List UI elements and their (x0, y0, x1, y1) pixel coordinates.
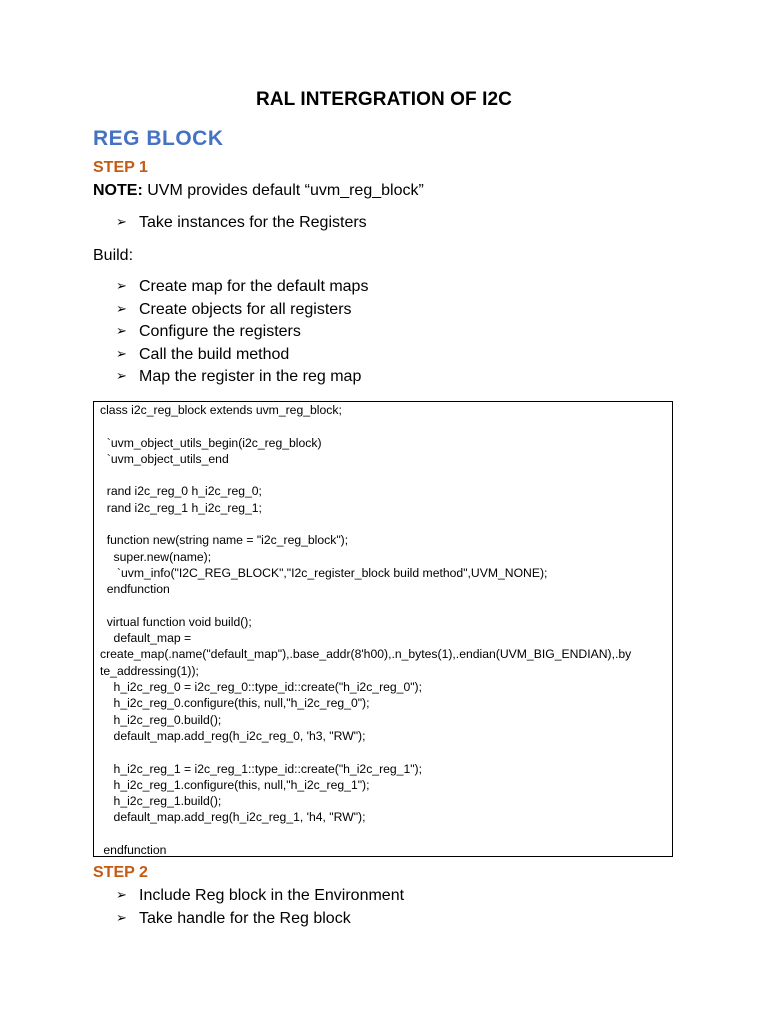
list-item (116, 321, 368, 344)
code-line: create_map(.name("default_map"),.base_addr(8'h00),.n_bytes(1),.endian(UVM_BIG_ENDIAN),.by (100, 647, 632, 662)
list-item (116, 366, 368, 389)
list-item-text: Configure the registers (139, 323, 301, 341)
code-line: h_i2c_reg_1.build(); (100, 794, 222, 809)
code-line: h_i2c_reg_1 = i2c_reg_1::type_id::create("h_i2c_reg_1"); (100, 761, 423, 776)
code-line: h_i2c_reg_0.configure(this, null,"h_i2c_reg_0"); (100, 696, 370, 711)
arrow-bullet-icon: ➢ (116, 910, 127, 926)
code-line (100, 598, 666, 614)
build-label: Build: (93, 247, 134, 264)
code-line: `uvm_info("I2C_REG_BLOCK","I2c_register_block build method",UVM_NONE); (100, 565, 548, 580)
list-item-text: Create map for the default maps (139, 278, 369, 295)
code-line (100, 516, 666, 532)
arrow-bullet-icon: ➢ (116, 888, 127, 903)
list-item (116, 885, 404, 908)
arrow-bullet-icon: ➢ (116, 346, 127, 362)
list-item-text: Take instances for the Registers (139, 214, 367, 231)
arrow-bullet-icon: ➢ (116, 324, 127, 340)
code-line: class i2c_reg_block extends uvm_reg_block; (100, 403, 342, 417)
code-line (100, 826, 666, 842)
bullet-list-build (116, 276, 368, 389)
note-paragraph (93, 182, 424, 200)
list-item-text: Create objects for all registers (139, 300, 352, 318)
list-item-text: Include Reg block in the Environment (139, 887, 405, 904)
arrow-bullet-icon: ➢ (116, 215, 127, 230)
step-2-label: STEP 2 (93, 864, 148, 881)
arrow-bullet-icon: ➢ (116, 369, 127, 385)
code-line: `uvm_object_utils_end (100, 451, 229, 466)
list-item-text: Take handle for the Reg block (139, 909, 351, 927)
list-item (116, 276, 368, 299)
bullet-list-instances (116, 212, 367, 235)
code-line: h_i2c_reg_0 = i2c_reg_0::type_id::create("h_i2c_reg_0"); (100, 680, 423, 695)
code-line: endfunction (100, 843, 167, 857)
section-heading-reg-block: REG BLOCK (93, 127, 224, 150)
list-item (116, 299, 368, 322)
code-line: te_addressing(1)); (100, 663, 199, 678)
note-text: UVM provides default “uvm_reg_block” (142, 182, 424, 199)
code-line: default_map.add_reg(h_i2c_reg_0, 'h3, "RW"); (100, 728, 366, 743)
code-line: function new(string name = "i2c_reg_block"); (100, 533, 349, 548)
code-line (100, 467, 666, 483)
code-line: super.new(name); (100, 549, 212, 564)
code-line: default_map = (100, 631, 192, 646)
note-label: NOTE: (93, 182, 143, 199)
bullet-list-step2 (116, 885, 404, 930)
code-line (100, 744, 666, 760)
code-line: endfunction (100, 582, 170, 597)
code-line: rand i2c_reg_0 h_i2c_reg_0; (100, 484, 262, 499)
arrow-bullet-icon: ➢ (116, 279, 127, 294)
code-line (100, 418, 666, 434)
code-line: rand i2c_reg_1 h_i2c_reg_1; (100, 500, 262, 515)
list-item (116, 344, 368, 367)
code-line: default_map.add_reg(h_i2c_reg_1, 'h4, "RW"); (100, 810, 366, 825)
arrow-bullet-icon: ➢ (116, 301, 127, 317)
list-item-text: Call the build method (139, 345, 290, 363)
list-item (116, 212, 367, 235)
code-block (93, 401, 673, 857)
code-line: h_i2c_reg_0.build(); (100, 712, 222, 727)
document-title: RAL INTERGRATION OF I2C (256, 89, 512, 110)
list-item-text: Map the register in the reg map (139, 368, 362, 386)
code-line: h_i2c_reg_1.configure(this, null,"h_i2c_reg_1"); (100, 777, 370, 792)
code-line: virtual function void build(); (100, 614, 252, 629)
step-1-label: STEP 1 (93, 159, 148, 176)
list-item (116, 908, 404, 931)
code-line: `uvm_object_utils_begin(i2c_reg_block) (100, 435, 322, 450)
